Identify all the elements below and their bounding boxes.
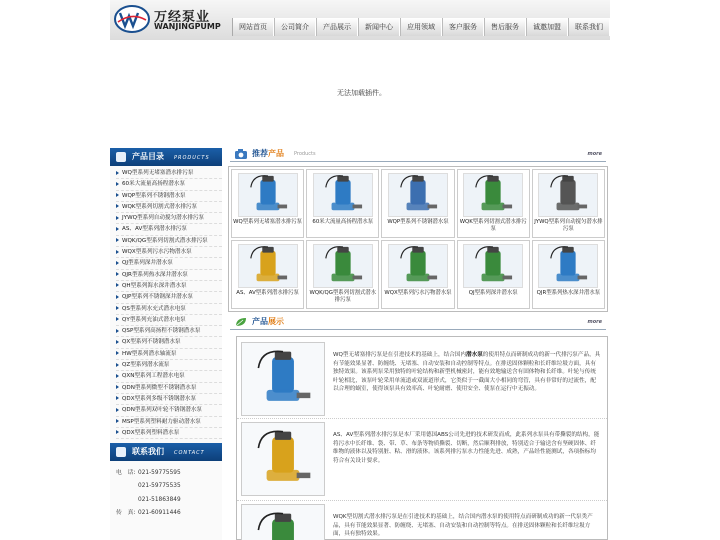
contact-label: 传 真: (116, 510, 136, 517)
category-label: WQ型系列无堵塞潜水排污泵 (122, 170, 194, 176)
leaf-icon (234, 316, 248, 328)
description-text: WQK型切割式潜水排污泵是在引进技术的基础上，结合国内潜水泵的使用特点而研制成功的新一代泵类产品，具有节能效果显著、防缠绕、无堵塞、自动安装和自动控制等特点。在排送固体颗粒和长纤维垃圾方面，具有独特效果。 (333, 514, 593, 538)
contact-heading (110, 443, 222, 461)
company-logo-icon[interactable] (114, 4, 150, 34)
category-item[interactable] (116, 191, 222, 202)
description-text: AS、AV型系列潜水排污泵是本厂采用德国ABS公司先进的技术研发而成，此系列水泵具有带撕裂的结构，能将污水中长纤维、袋、带、草、布条等物质撕裂、切断，然后顺利排放，特别适合于输送含有坚硬固体、纤维物的液体以及特别脏、粘、滑的液体。该系列排污泵水力性能先进、成熟，产品经性能测试，各项指标均符合有关设计要求。 (333, 432, 600, 464)
category-item[interactable] (116, 270, 222, 281)
category-label: QDX型系列塑料潜水泵 (122, 429, 180, 436)
contact-value: 021-51863849 (138, 496, 181, 503)
category-label: QDN型系列微型不锈钢潜水泵 (122, 384, 197, 391)
arrow-right-icon (116, 171, 119, 175)
contact-label: 电 话: (116, 470, 136, 477)
category-item[interactable] (116, 224, 222, 235)
showcase-more-link[interactable]: more (587, 319, 602, 325)
nav-news[interactable]: 新闻中心 (358, 18, 400, 36)
main-nav (232, 18, 610, 36)
nav-customer-service[interactable]: 客户服务 (442, 18, 484, 36)
category-label: QJP型系列不锈钢深井潜水泵 (122, 294, 193, 301)
product-card[interactable] (381, 169, 454, 238)
category-label: AS、AV型系列潜水排污泵 (122, 226, 188, 233)
product-thumbnail-image[interactable] (238, 244, 298, 288)
category-item[interactable] (116, 360, 222, 371)
arrow-right-icon (116, 272, 119, 276)
category-item[interactable] (116, 304, 222, 315)
category-list (110, 166, 222, 443)
nav-contact[interactable]: 联系我们 (568, 18, 610, 36)
category-label: WQK型系列切割式潜水排污泵 (122, 203, 198, 210)
product-card-caption[interactable]: WQP型系列不锈钢潜水泵 (387, 219, 449, 225)
product-thumbnail-image[interactable] (388, 244, 448, 288)
product-card[interactable] (532, 169, 605, 238)
product-description (333, 351, 601, 394)
recommended-grid (228, 166, 608, 312)
arrow-right-icon (116, 408, 119, 412)
product-card-caption[interactable]: WQK/QG型系列切割式潜水排污泵 (309, 290, 377, 303)
nav-about[interactable]: 公司简介 (274, 18, 316, 36)
product-card-caption[interactable]: WQ型系列无堵塞潜水排污泵 (233, 219, 303, 225)
category-item[interactable] (116, 236, 222, 247)
product-card-caption[interactable]: WQX型系列污水污物潜水泵 (384, 290, 452, 296)
product-card-caption[interactable]: 60米大流量高扬程潜水泵 (312, 219, 374, 225)
contact-row (116, 507, 222, 520)
category-label: QDN型系列双叶轮不锈钢潜水泵 (122, 407, 203, 414)
category-label: QJR型系列热水深井潜水泵 (122, 271, 188, 278)
product-thumbnail-image[interactable] (238, 173, 298, 217)
description-keyword-link[interactable]: 潜水泵 (466, 352, 483, 358)
contact-row (116, 480, 222, 493)
category-item[interactable] (116, 394, 222, 405)
contact-value: 021-59775595 (138, 470, 181, 477)
arrow-right-icon (116, 329, 119, 333)
arrow-right-icon (116, 340, 119, 344)
arrow-right-icon (116, 374, 119, 378)
category-item[interactable] (116, 349, 222, 360)
arrow-right-icon (116, 283, 119, 287)
product-photo-image[interactable] (241, 422, 325, 496)
product-card[interactable] (532, 240, 605, 309)
products-heading-cn: 产品目录 (132, 152, 164, 161)
product-thumbnail-image[interactable] (463, 173, 523, 217)
category-label: QH型系列海水深井潜水泵 (122, 282, 187, 289)
category-item[interactable] (116, 179, 222, 190)
category-item[interactable] (116, 258, 222, 269)
recommended-heading (230, 146, 606, 162)
product-thumbnail-image[interactable] (313, 173, 373, 217)
contact-value: 021-59775535 (138, 483, 181, 490)
product-card-caption[interactable]: AS、AV型系列潜水排污泵 (236, 290, 299, 296)
category-label: QXN型系列工程潜水电泵 (122, 373, 185, 380)
arrow-right-icon (116, 193, 119, 197)
contact-row (116, 467, 222, 480)
category-label: QY型系列充油式潜水电泵 (122, 316, 186, 323)
contact-info (110, 461, 222, 520)
arrow-right-icon (116, 351, 119, 355)
category-item[interactable] (116, 405, 222, 416)
showcase-row (237, 339, 607, 419)
category-item[interactable] (116, 383, 222, 394)
category-item[interactable] (116, 292, 222, 303)
product-card-caption[interactable]: QJR型系列热水深井潜水泵 (536, 290, 601, 296)
recommended-title-en: Products (294, 151, 316, 157)
product-card[interactable] (231, 240, 304, 309)
product-photo-image[interactable] (241, 342, 325, 416)
heading-bullet-icon (116, 152, 126, 162)
showcase-list (236, 336, 608, 540)
arrow-right-icon (116, 261, 119, 265)
category-item[interactable] (116, 247, 222, 258)
arrow-right-icon (116, 419, 119, 423)
recommended-more-link[interactable]: more (587, 151, 602, 157)
product-thumbnail-image[interactable] (538, 173, 598, 217)
nav-franchise[interactable]: 诚邀加盟 (526, 18, 568, 36)
category-item[interactable] (116, 168, 222, 179)
category-item[interactable] (116, 202, 222, 213)
description-text: WQ型无堵塞排污泵是在引进技术的基础上，结合国内 (333, 352, 466, 358)
site-header (110, 0, 610, 40)
heading-bullet-icon (116, 447, 126, 457)
category-label: WQP型系列不锈钢潜水泵 (122, 192, 186, 199)
product-card[interactable] (306, 240, 379, 309)
category-item[interactable] (116, 213, 222, 224)
showcase-heading (230, 314, 606, 330)
category-label: JYWQ型系列自动搅匀潜水排污泵 (122, 215, 205, 222)
arrow-right-icon (116, 204, 119, 208)
nav-applications[interactable]: 应用领域 (400, 18, 442, 36)
product-card[interactable] (457, 240, 530, 309)
plugin-error-message: 无法加载插件。 (337, 89, 386, 97)
category-item[interactable] (116, 281, 222, 292)
arrow-right-icon (116, 385, 119, 389)
contact-heading-cn: 联系我们 (132, 447, 164, 457)
category-item[interactable] (116, 315, 222, 326)
arrow-right-icon (116, 227, 119, 231)
arrow-right-icon (116, 250, 119, 254)
showcase-row (237, 501, 607, 540)
description-text: 的使用特点而研制成功的新一代排污泵产品，具有节能效果显著、防缠绕、无堵塞、自动安装和自动控制等特点。在排送固体颗粒和长纤维垃圾方面，具有独特效果。该系列泵采用独特的叶轮结构和新型机械密封，能有效地输送含有固体物和长纤维。叶轮与传统叶轮相比，该泵叶轮采用单流道或双流道形式，它类似于一截面大小相同的弯管，具有非常好的过流性，配以合理的蜗室，使得该泵具有效率高、叶轮耐磨、使用安全、使泵在运行中无振动。 (333, 352, 601, 393)
category-label: WQK/QG型系列切割式潜水排污泵 (122, 237, 208, 244)
category-item[interactable] (116, 337, 222, 348)
product-description (333, 431, 601, 465)
category-label: 60米大流量高扬程潜水泵 (122, 181, 186, 188)
category-label: MSP型系列塑料耐力驱动潜水泵 (122, 418, 201, 425)
showcase-row (237, 419, 607, 501)
product-card-caption[interactable]: WQK型系列切割式潜水排污泵 (459, 219, 527, 232)
product-card[interactable] (457, 169, 530, 238)
product-thumbnail-image[interactable] (463, 244, 523, 288)
category-label: QSP型系列高扬程不锈钢潜水泵 (122, 328, 201, 335)
category-label: QX型系列不锈钢潜水泵 (122, 339, 181, 346)
sidebar (110, 148, 222, 540)
product-description (333, 513, 601, 539)
contact-row (116, 494, 222, 507)
logo-chinese-name: 万经泵业 (154, 10, 211, 25)
arrow-right-icon (116, 430, 119, 434)
nav-home[interactable]: 网站首页 (232, 18, 274, 36)
product-photo-image[interactable] (241, 504, 325, 540)
category-label: QJ型系列深井潜水泵 (122, 260, 173, 267)
category-label: QZ型系列潜水流泵 (122, 362, 170, 369)
nav-after-sales[interactable]: 售后服务 (484, 18, 526, 36)
category-item[interactable] (116, 417, 222, 428)
category-label: QDX型系列多级不锈钢潜水泵 (122, 395, 197, 402)
camera-icon (234, 148, 248, 160)
product-thumbnail-image[interactable] (313, 244, 373, 288)
showcase-title: 产品展示 (252, 317, 284, 326)
product-card[interactable] (231, 169, 304, 238)
products-heading (110, 148, 222, 166)
product-card-caption[interactable]: JYWQ型系列自动搅匀潜水排污泵 (534, 219, 603, 232)
product-card[interactable] (306, 169, 379, 238)
arrow-right-icon (116, 306, 119, 310)
category-label: QS型系列水充式潜水电泵 (122, 305, 186, 312)
category-label: WQX型系列污水污物潜水泵 (122, 249, 192, 256)
nav-products[interactable]: 产品展示 (316, 18, 358, 36)
category-item[interactable] (116, 428, 222, 439)
arrow-right-icon (116, 317, 119, 321)
arrow-right-icon (116, 295, 119, 299)
contact-heading-en: CONTACT (174, 450, 205, 457)
products-heading-en: PRODUCTS (174, 155, 210, 161)
logo-english-name: WANJINGPUMP (154, 22, 221, 31)
product-thumbnail-image[interactable] (388, 173, 448, 217)
category-label: HW型系列潜水轴流泵 (122, 350, 177, 357)
contact-value: 021-60911446 (138, 510, 181, 517)
arrow-right-icon (116, 216, 119, 220)
arrow-right-icon (116, 363, 119, 367)
category-item[interactable] (116, 326, 222, 337)
arrow-right-icon (116, 182, 119, 186)
recommended-title: 推荐产品 (252, 149, 284, 158)
category-item[interactable] (116, 371, 222, 382)
product-thumbnail-image[interactable] (538, 244, 598, 288)
product-card[interactable] (381, 240, 454, 309)
arrow-right-icon (116, 396, 119, 400)
arrow-right-icon (116, 238, 119, 242)
product-card-caption[interactable]: QJ型系列深井潜水泵 (468, 290, 518, 296)
